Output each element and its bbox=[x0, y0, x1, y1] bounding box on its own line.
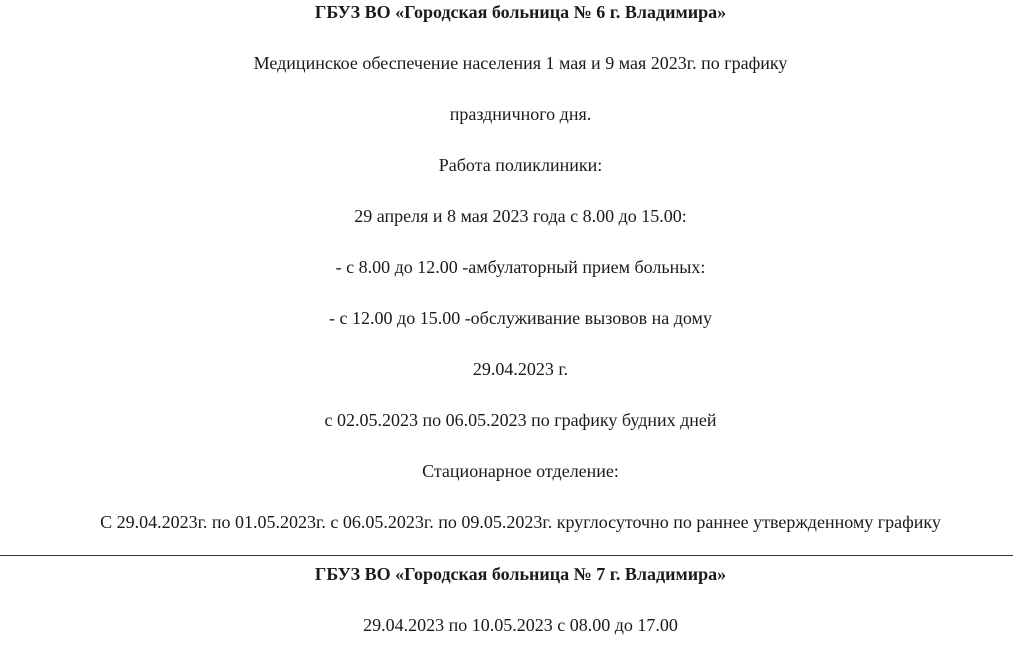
inpatient-heading: Стационарное отделение: bbox=[422, 461, 619, 481]
inpatient-schedule-line: С 29.04.2023г. по 01.05.2023г. с 06.05.2023г. по 09.05.2023г. круглосуточно по раннее утвержденному графику bbox=[100, 512, 941, 532]
hospital-6-title: ГБУЗ ВО «Городская больница № 6 г. Владимира» bbox=[314, 2, 727, 22]
date-line: 29.04.2023 г. bbox=[472, 359, 569, 379]
weekday-schedule-line: с 02.05.2023 по 06.05.2023 по графику будних дней bbox=[324, 410, 717, 430]
hospital-7-hours-line: 29.04.2023 по 10.05.2023 с 08.00 до 17.00 bbox=[363, 615, 678, 635]
holiday-schedule-line: праздничного дня. bbox=[449, 104, 592, 124]
polyclinic-hours-line: 29 апреля и 8 мая 2023 года с 8.00 до 15.00: bbox=[354, 206, 687, 226]
outpatient-reception-line: - с 8.00 до 12.00 -амбулаторный прием больных: bbox=[335, 257, 706, 277]
section-divider bbox=[0, 555, 1013, 556]
polyclinic-heading: Работа поликлиники: bbox=[438, 155, 603, 175]
hospital-7-title: ГБУЗ ВО «Городская больница № 7 г. Владимира» bbox=[314, 564, 727, 584]
medical-support-line: Медицинское обеспечение населения 1 мая и 9 мая 2023г. по графику bbox=[253, 53, 788, 73]
home-calls-line: - с 12.00 до 15.00 -обслуживание вызовов на дому bbox=[329, 308, 712, 328]
